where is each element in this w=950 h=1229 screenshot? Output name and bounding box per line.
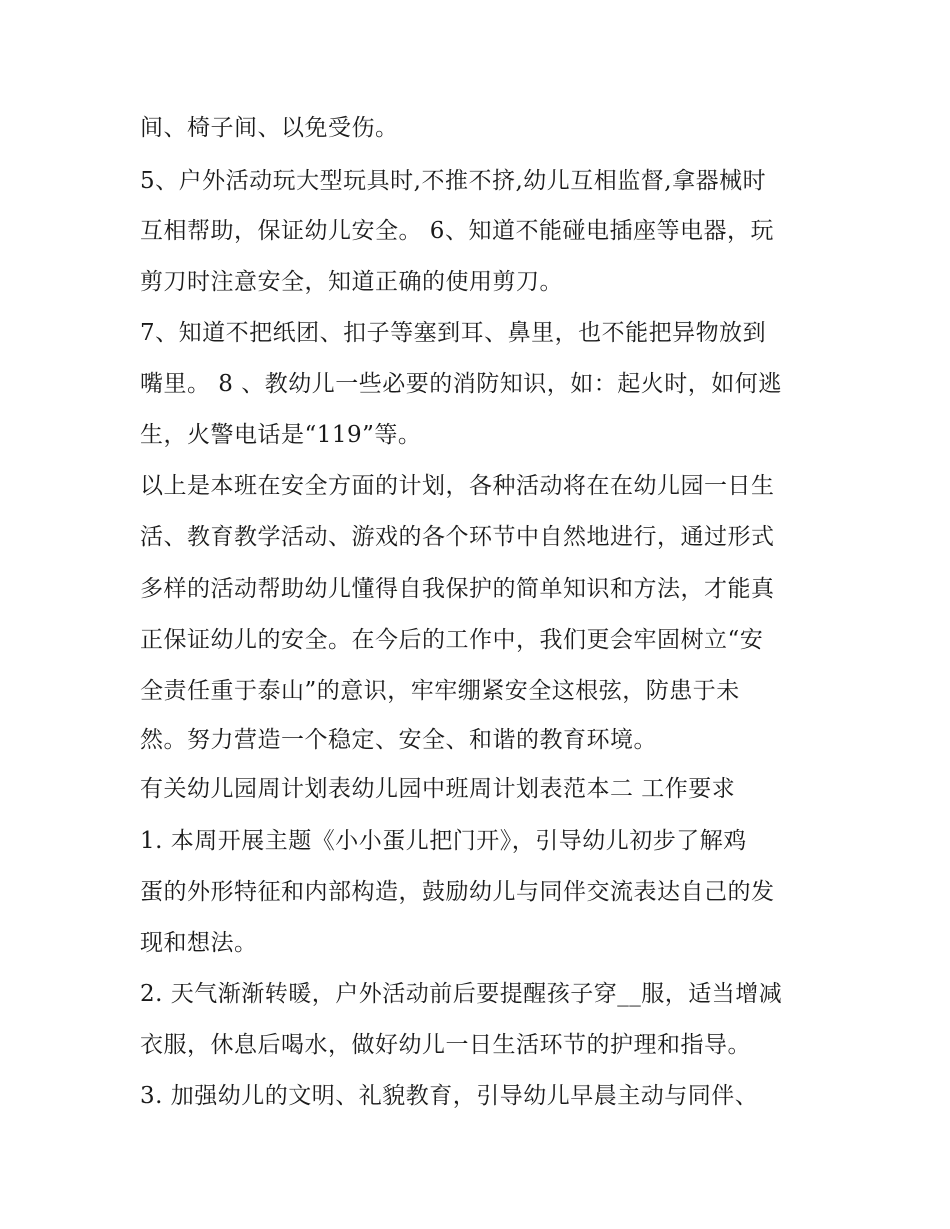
text-line: 5、户外活动玩大型玩具时,不推不挤,幼儿互相监督,拿器械时 [140, 168, 767, 194]
text-line: 剪刀时注意安全，知道正确的使用剪刀。 [140, 269, 563, 295]
text-line: 间、椅子间、以免受伤。 [140, 115, 399, 141]
text-line: 1. 本周开展主题《小小蛋儿把门开》，引导幼儿初步了解鸡 [140, 828, 747, 854]
text-line: 衣服，休息后喝水，做好幼儿一日生活环节的护理和指导。 [140, 1032, 751, 1058]
text-line: 3. 加强幼儿的文明、礼貌教育，引导幼儿早晨主动与同伴、 [140, 1083, 759, 1109]
text-line: 蛋的外形特征和内部构造，鼓励幼儿与同伴交流表达自己的发 [140, 879, 775, 905]
text-line: 嘴里。 8 、教幼儿一些必要的消防知识，如：起火时，如何逃 [140, 371, 782, 397]
text-line: 有关幼儿园周计划表幼儿园中班周计划表范本二 工作要求 [140, 776, 736, 802]
text-line: 现和想法。 [140, 930, 258, 956]
text-line: 2. 天气渐渐转暖，户外活动前后要提醒孩子穿__服，适当增减 [140, 981, 783, 1007]
text-line: 7、知道不把纸团、扣子等塞到耳、鼻里，也不能把异物放到 [140, 320, 767, 346]
text-line: 多样的活动帮助幼儿懂得自我保护的简单知识和方法，才能真 [140, 576, 775, 602]
text-line: 生，火警电话是“119”等。 [140, 422, 422, 448]
text-line: 活、教育教学活动、游戏的各个环节中自然地进行，通过形式 [140, 524, 775, 550]
text-line: 然。努力营造一个稳定、安全、和谐的教育环境。 [140, 727, 657, 753]
text-line: 正保证幼儿的安全。在今后的工作中，我们更会牢固树立“安 [140, 627, 764, 653]
text-line: 以上是本班在安全方面的计划，各种活动将在在幼儿园一日生 [140, 473, 775, 499]
text-line: 全责任重于泰山”的意识，牢牢绷紧安全这根弦，防患于未 [140, 678, 740, 704]
text-line: 互相帮助，保证幼儿安全。 6、知道不能碰电插座等电器，玩 [140, 218, 774, 244]
